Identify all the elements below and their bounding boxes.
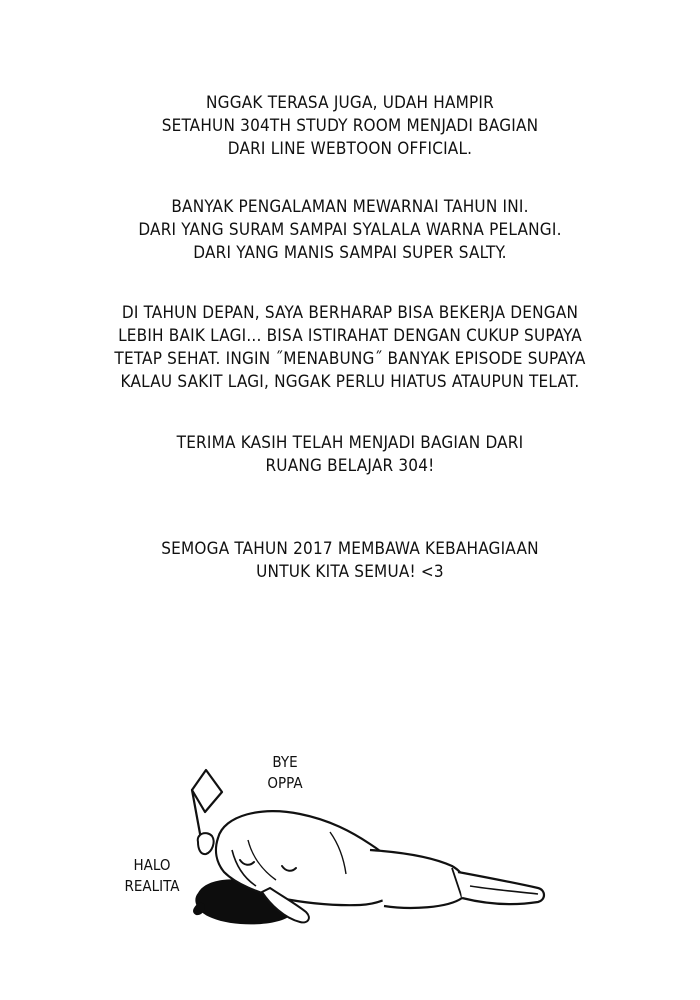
text-line: UNTUK KITA SEMUA! <3 xyxy=(256,562,444,582)
caption-line: REALITA xyxy=(124,877,180,895)
text-line: NGGAK TERASA JUGA, UDAH HAMPIR xyxy=(206,93,494,113)
text-line: RUANG BELAJAR 304! xyxy=(265,456,435,476)
text-line: TETAP SEHAT. INGIN ˝MENABUNG˝ BANYAK EPISODE SUPAYA xyxy=(114,349,586,369)
torso xyxy=(370,850,466,908)
text-line: BANYAK PENGALAMAN MEWARNAI TAHUN INI. xyxy=(171,197,529,217)
caption-halo-realita xyxy=(112,855,192,897)
text-line: DARI LINE WEBTOON OFFICIAL. xyxy=(227,139,473,159)
text-line: SETAHUN 304TH STUDY ROOM MENJADI BAGIAN xyxy=(161,116,539,136)
ink-drip xyxy=(193,902,204,915)
text-line: DARI YANG SURAM SAMPAI SYALALA WARNA PELANGI. xyxy=(138,220,562,240)
text-line: KALAU SAKIT LAGI, NGGAK PERLU HIATUS ATAUPUN TELAT. xyxy=(120,372,580,392)
caption-bye-oppa xyxy=(255,752,315,794)
text-line: TERIMA KASIH TELAH MENJADI BAGIAN DARI xyxy=(176,433,524,453)
caption-line: HALO xyxy=(133,856,171,874)
text-line: DI TAHUN DEPAN, SAYA BERHARAP BISA BEKERJA DENGAN xyxy=(121,303,579,323)
text-line: LEBIH BAIK LAGI... BISA ISTIRAHAT DENGAN CUKUP SUPAYA xyxy=(118,326,582,346)
text-line: SEMOGA TAHUN 2017 MEMBAWA KEBAHAGIAAN xyxy=(161,539,539,559)
legs xyxy=(458,872,544,904)
raised-hand xyxy=(198,833,214,854)
caption-line: BYE xyxy=(272,753,298,771)
caption-line: OPPA xyxy=(267,774,303,792)
text-line: DARI YANG MANIS SAMPAI SUPER SALTY. xyxy=(193,243,507,263)
